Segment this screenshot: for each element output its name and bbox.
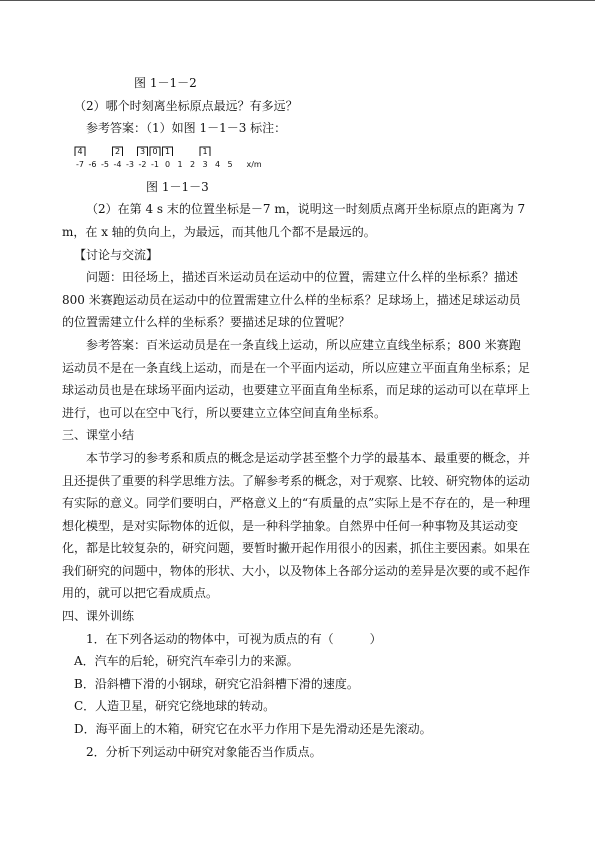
practice-heading: 四、课外训练 [62,609,135,624]
axis-unit-label: x/m [246,159,262,169]
tick-label: -7 [76,159,84,169]
answer-intro: 参考答案：（1）如图 1－1－3 标注： [86,121,287,136]
option-d: D．海平面上的木箱，研究它在水平力作用下是先滑动还是先滚动。 [74,722,432,737]
summary-heading: 三、课堂小结 [62,428,135,443]
question-2: （2）哪个时刻离坐标原点最远？有多远？ [74,98,298,113]
tick-label: 3 [202,159,208,169]
tick-label: -5 [101,159,109,169]
answer-2: （2）在第 4 s 末的位置坐标是－7 m，说明这一时刻质点离开坐标原点的距离为 7 m，在 x 轴的负向上，为最远，而其他几个都不是最远的。 [62,202,526,239]
practice-question-1: 1．在下列各运动的物体中，可视为质点的有（ ） [86,631,382,646]
tick-label: 4 [214,159,221,169]
tick-label: 1 [177,159,183,169]
bracket-label: 3 [139,146,146,156]
discussion-answer: 参考答案：百米运动员是在一条直线上运动，所以应建立直线坐标系；800 米赛跑运动员不是在一条直线上运动，而是在一个平面内运动，所以应建立平面直角坐标系；足球运动员也是在球场平面内运动，也要建立平面直角坐标系，而足球的运动可以在草坪上进行，也可以在空中飞行，所以要建立立体空间直角坐标系。 [62,337,531,420]
discussion-heading: 【讨论与交流】 [74,247,159,262]
tick-label: -1 [151,159,159,169]
summary-text: 本节学习的参考系和质点的概念是运动学甚至整个力学的最基本、最重要的概念，并且还提供了重要的科学思维方法。了解参考系的概念，对于观察、比较、研究物体的运动有实际的意义。同学们要明白，严格意义上的“有质量的点”实际上是不存在的，是一种理想化模型，是对实际物体的近似，是一种科学抽象。自然界中任何一种事物及其运动变化，都是比较复杂的，研究问题，要暂时撇开起作用很小的因素，抓住主要因素。如果在我们研究的问题中，物体的形状、大小，以及物体上各部分运动的差异是次要的或不起作用的，就可以把它看成质点。 [62,450,531,601]
bracket-label: 1 [202,146,208,156]
figure-caption-1-1-2: 图 1－1－2 [134,76,197,90]
number-line-svg [76,140,276,176]
bracket-label: 2 [114,146,121,156]
option-b: B．沿斜槽下滑的小钢球，研究它沿斜槽下滑的速度。 [74,676,359,691]
tick-label: 5 [227,159,233,169]
document-body [62,72,532,763]
option-a: A．汽车的后轮，研究汽车牵引力的来源。 [74,654,299,669]
number-line-figure [76,140,532,176]
tick-label: -6 [88,159,97,169]
option-c: C．人造卫星，研究它绕地球的转动。 [74,699,276,714]
tick-label: -2 [138,159,147,169]
bracket-label: 1 [164,146,171,156]
page-top-border [0,0,595,1]
tick-label: -4 [113,159,122,169]
tick-label: 2 [189,159,196,169]
tick-label: 0 [164,159,171,169]
figure-caption-1-1-3: 图 1－1－3 [146,179,209,194]
tick-label: -3 [126,159,134,169]
discussion-question: 问题：田径场上，描述百米运动员在运动中的位置，需建立什么样的坐标系？描述 800 米赛跑运动员在运动中的位置需建立什么样的坐标系？足球场上，描述足球运动员的位置需建立什么样的坐标系？要描述足球的位置呢？ [62,270,521,330]
practice-question-2: 2．分析下列运动中研究对象能否当作质点。 [86,744,322,759]
bracket-label: 0 [152,146,158,156]
bracket-label: 4 [77,146,83,156]
